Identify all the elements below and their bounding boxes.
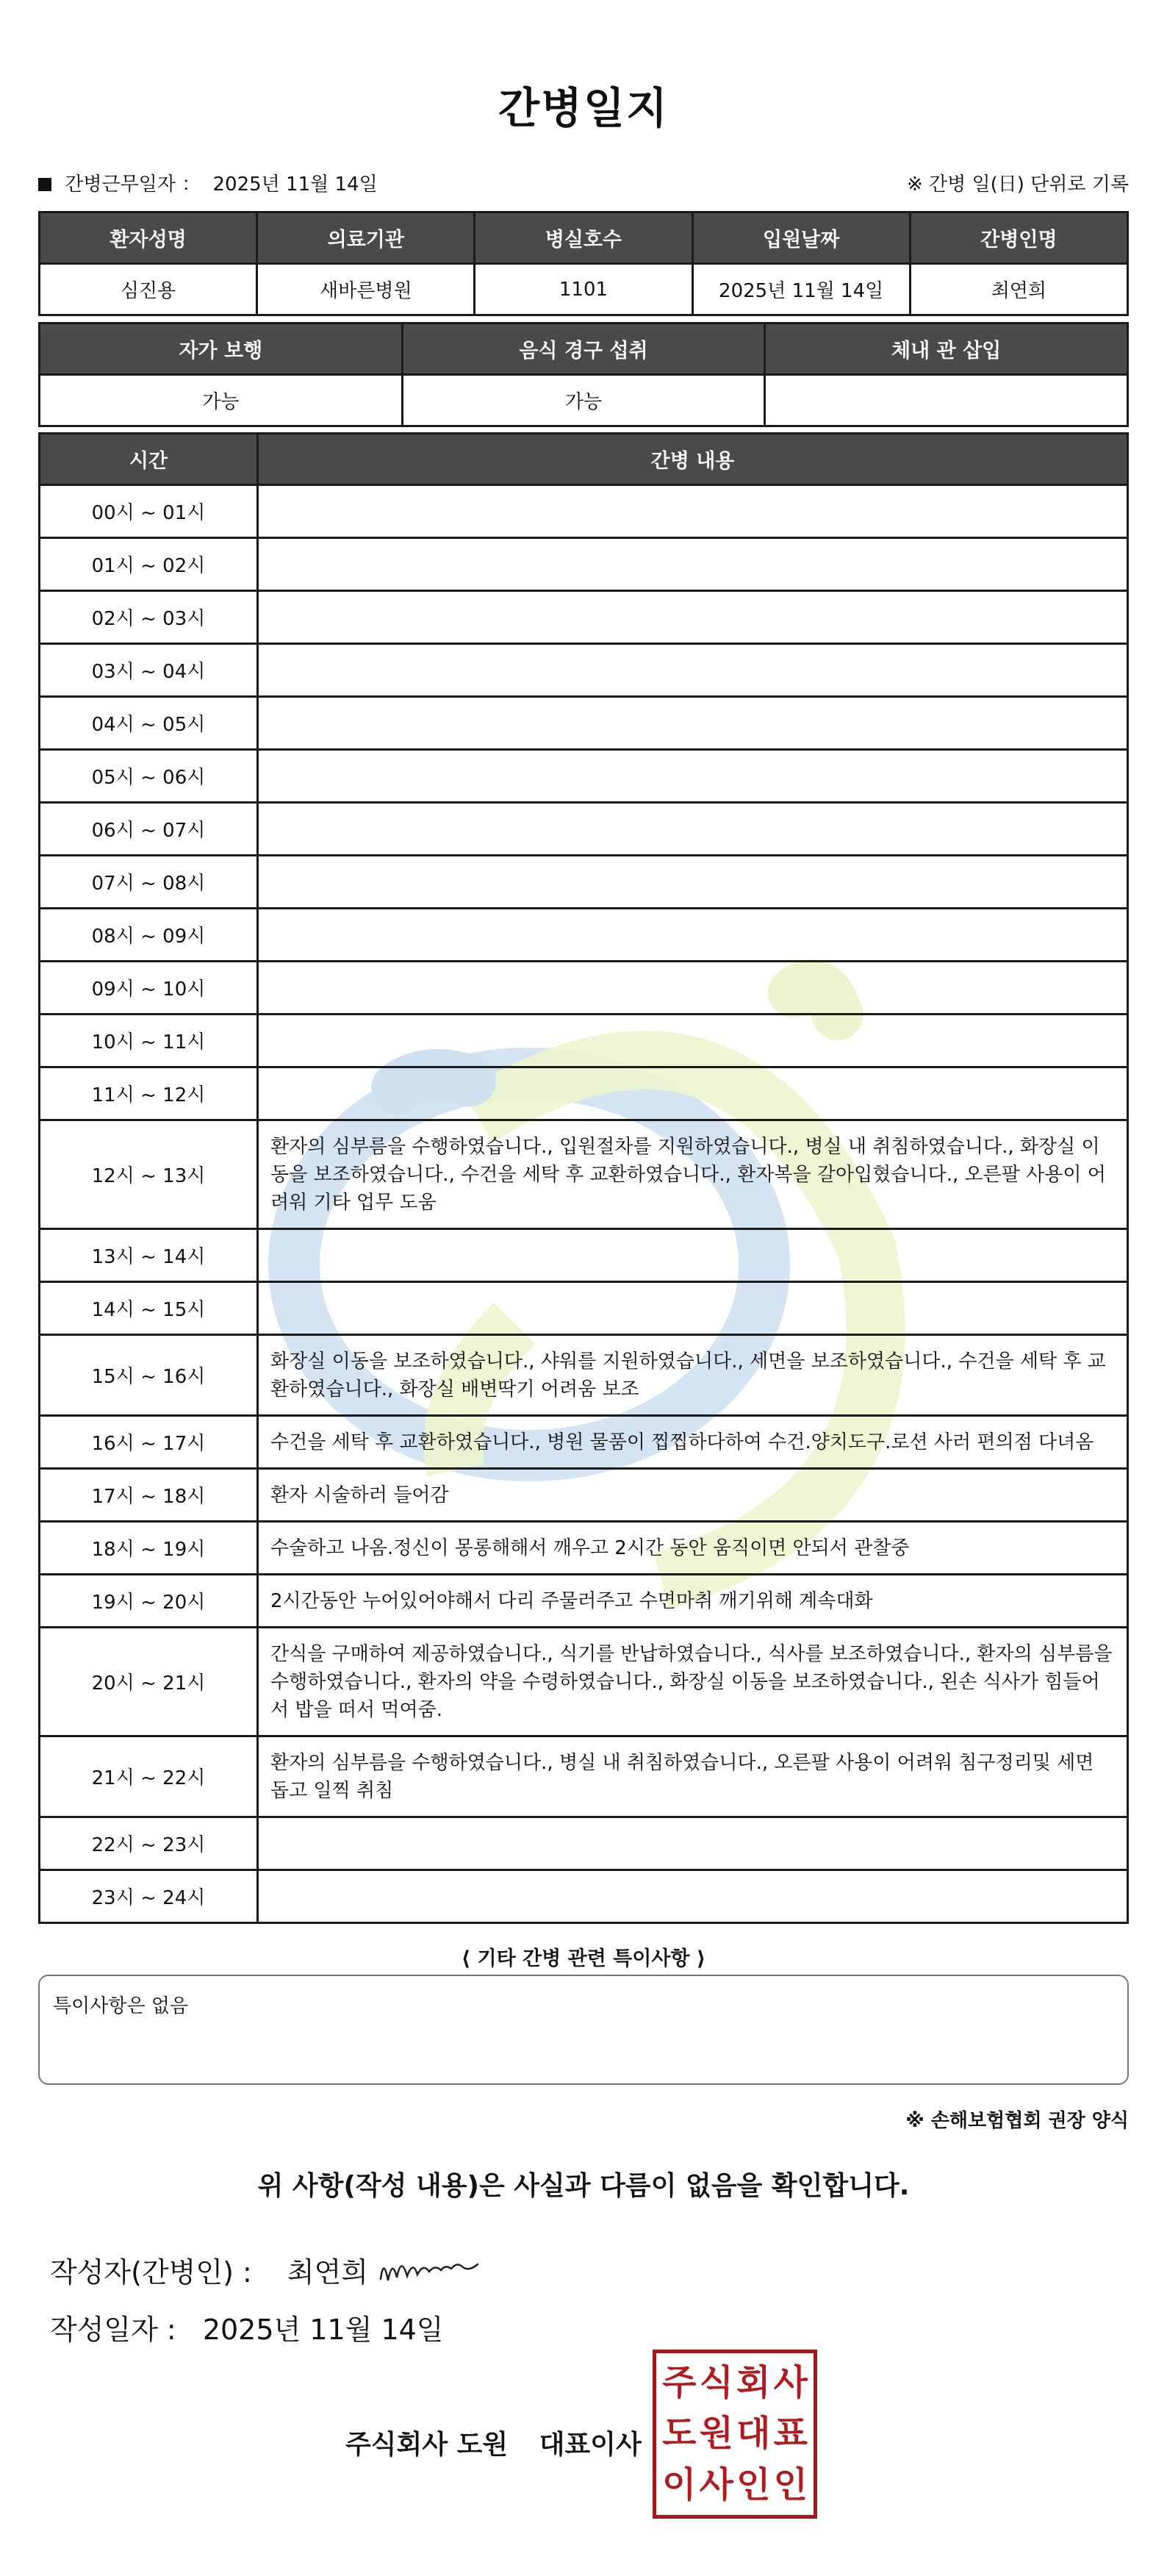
table-row: [40, 1416, 1128, 1469]
time-cell: 05시 ~ 06시: [40, 750, 258, 803]
table-row: [40, 1282, 1128, 1335]
header-hospital: 의료기관: [257, 212, 475, 264]
written-date-row: [50, 2307, 444, 2347]
tube-insertion-value: [765, 375, 1128, 426]
table-row: [40, 1628, 1128, 1736]
table-row: [40, 909, 1128, 962]
patient-name: 심진용: [40, 264, 257, 315]
hospital: 새바른병원: [257, 264, 475, 315]
table-row: [40, 1067, 1128, 1120]
content-cell: 환자 시술하러 들어감: [258, 1469, 1128, 1522]
content-cell: [258, 1229, 1128, 1282]
signature-image: [375, 2242, 485, 2294]
content-cell: 2시간동안 누어있어야해서 다리 주물러주고 수면마취 깨기위해 계속대화: [258, 1575, 1128, 1628]
notes-title: ⟨ 기타 간병 관련 특이사항 ⟩: [461, 1947, 706, 1970]
content-cell: 화장실 이동을 보조하였습니다., 샤워를 지원하였습니다., 세면을 보조하였습니다., 수건을 세탁 후 교환하였습니다., 화장실 배변딱기 어려움 보조: [258, 1335, 1128, 1416]
seal-char: 사: [699, 2464, 733, 2505]
seal-char: 사: [773, 2362, 808, 2403]
time-cell: 18시 ~ 19시: [40, 1522, 258, 1575]
time-cell: 00시 ~ 01시: [40, 485, 258, 538]
content-cell: [258, 644, 1128, 697]
header-time: 시간: [40, 434, 258, 485]
content-cell: [258, 591, 1128, 644]
time-cell: 01시 ~ 02시: [40, 538, 258, 591]
seal-char: 대: [736, 2413, 771, 2455]
time-cell: 12시 ~ 13시: [40, 1120, 258, 1229]
writer-row: [50, 2250, 368, 2290]
work-date-row: [38, 169, 1129, 206]
header-tube-insertion: 체내 관 삽입: [765, 323, 1128, 375]
table-row: [40, 962, 1128, 1015]
seal-char: 이: [662, 2464, 697, 2505]
table-row: [40, 1469, 1128, 1522]
writer-label: 작성자(간병인) :: [50, 2256, 252, 2289]
content-cell: [258, 1282, 1128, 1335]
content-cell: [258, 1015, 1128, 1067]
table-row: [40, 1736, 1128, 1817]
self-walking-value: 가능: [40, 375, 403, 426]
time-cell: 17시 ~ 18시: [40, 1469, 258, 1522]
time-cell: 10시 ~ 11시: [40, 1015, 258, 1067]
time-cell: 22시 ~ 23시: [40, 1817, 258, 1870]
seal-char: 회: [736, 2362, 771, 2403]
table-row: [40, 856, 1128, 909]
content-cell: [258, 856, 1128, 909]
time-cell: 14시 ~ 15시: [40, 1282, 258, 1335]
table-row: [40, 697, 1128, 750]
time-cell: 15시 ~ 16시: [40, 1335, 258, 1416]
time-cell: 06시 ~ 07시: [40, 803, 258, 856]
time-cell: 04시 ~ 05시: [40, 697, 258, 750]
seal-char: 주: [662, 2362, 697, 2403]
content-cell: [258, 697, 1128, 750]
table-row: [40, 1817, 1128, 1870]
table-row: [40, 591, 1128, 644]
work-date-label: 간병근무일자 ：: [65, 173, 201, 196]
content-cell: 수술하고 나옴.정신이 몽롱해해서 깨우고 2시간 동안 움직이면 안되서 관찰중: [258, 1522, 1128, 1575]
ability-table: [38, 322, 1129, 427]
header-room: 병실호수: [475, 212, 692, 264]
content-cell: [258, 1870, 1128, 1923]
time-cell: 07시 ~ 08시: [40, 856, 258, 909]
time-cell: 11시 ~ 12시: [40, 1067, 258, 1120]
writer-name: 최연희: [287, 2256, 368, 2289]
time-cell: 20시 ~ 21시: [40, 1628, 258, 1736]
table-row: [40, 750, 1128, 803]
table-row: [40, 538, 1128, 591]
content-cell: 수건을 세탁 후 교환하였습니다., 병원 물품이 찝찝하다하여 수건.양치도구.로션 사러 편의점 다녀옴: [258, 1416, 1128, 1469]
company-title: 대표이사: [539, 2430, 642, 2460]
written-date-value: 2025년 11월 14일: [202, 2314, 444, 2346]
time-cell: 02시 ~ 03시: [40, 591, 258, 644]
time-cell: 16시 ~ 17시: [40, 1416, 258, 1469]
admission-date: 2025년 11월 14일: [692, 264, 910, 315]
table-row: [40, 1870, 1128, 1923]
time-cell: 21시 ~ 22시: [40, 1736, 258, 1817]
time-cell: 03시 ~ 04시: [40, 644, 258, 697]
content-cell: [258, 1817, 1128, 1870]
content-cell: [258, 909, 1128, 962]
header-self-walking: 자가 보행: [40, 323, 403, 375]
unit-note: ※ 간병 일(日) 단위로 기록: [906, 173, 1129, 196]
room-number: 1101: [475, 264, 692, 315]
care-log-table: [38, 432, 1129, 1924]
header-care-content: 간병 내용: [258, 434, 1128, 485]
notes-box: [38, 1975, 1129, 2085]
table-row: [40, 1522, 1128, 1575]
table-row: [40, 1015, 1128, 1067]
company-name: 주식회사 도원: [345, 2430, 509, 2460]
form-note: ※ 손해보험협회 권장 양식: [905, 2110, 1129, 2132]
content-cell: [258, 750, 1128, 803]
company-row: [345, 2424, 642, 2461]
time-cell: 19시 ~ 20시: [40, 1575, 258, 1628]
content-cell: [258, 485, 1128, 538]
content-cell: 환자의 심부름을 수행하였습니다., 입원절차를 지원하였습니다., 병실 내 취침하였습니다., 화장실 이동을 보조하였습니다., 수건을 세탁 후 교환하였습니다., 환자복을 갈아입혔습니다., 오른팔 사용이 어려워 기타 업무 도움: [258, 1120, 1128, 1229]
page-title: 간병일지: [498, 83, 669, 133]
square-bullet-icon: [38, 178, 51, 191]
oral-intake-value: 가능: [402, 375, 765, 426]
content-cell: [258, 962, 1128, 1015]
seal-char: 인: [773, 2464, 808, 2505]
caregiver-name: 최연희: [910, 264, 1127, 315]
time-cell: 09시 ~ 10시: [40, 962, 258, 1015]
table-row: [40, 1575, 1128, 1628]
work-date-value: 2025년 11월 14일: [212, 173, 378, 196]
content-cell: [258, 538, 1128, 591]
header-caregiver-name: 간병인명: [910, 212, 1127, 264]
content-cell: 환자의 심부름을 수행하였습니다., 병실 내 취침하였습니다., 오른팔 사용이 어려워 침구정리및 세면 돕고 일찍 취침: [258, 1736, 1128, 1817]
header-patient-name: 환자성명: [40, 212, 257, 264]
header-admission-date: 입원날짜: [692, 212, 910, 264]
header-oral-intake: 음식 경구 섭취: [402, 323, 765, 375]
table-row: [40, 644, 1128, 697]
content-cell: 간식을 구매하여 제공하였습니다., 식기를 반납하였습니다., 식사를 보조하였습니다., 환자의 심부름을 수행하였습니다., 환자의 약을 수령하였습니다., 화장실 이동을 보조하였습니다., 왼손 식사가 힘들어서 밥을 떠서 먹여줌.: [258, 1628, 1128, 1736]
table-row: [40, 485, 1128, 538]
written-date-label: 작성일자 :: [50, 2314, 176, 2346]
content-cell: [258, 1067, 1128, 1120]
notes-text: 특이사항은 없음: [53, 1995, 189, 2017]
table-row: [40, 1335, 1128, 1416]
company-seal-stamp: [653, 2350, 817, 2519]
seal-char: 식: [699, 2362, 733, 2403]
table-row: [40, 803, 1128, 856]
confirmation-text: 위 사항(작성 내용)은 사실과 다름이 없음을 확인합니다.: [257, 2171, 910, 2201]
seal-char: 도: [662, 2413, 697, 2455]
time-cell: 23시 ~ 24시: [40, 1870, 258, 1923]
time-cell: 13시 ~ 14시: [40, 1229, 258, 1282]
table-row: [40, 1120, 1128, 1229]
seal-char: 인: [736, 2464, 771, 2505]
time-cell: 08시 ~ 09시: [40, 909, 258, 962]
seal-char: 원: [699, 2413, 733, 2455]
patient-info-table: [38, 211, 1129, 316]
table-row: [40, 1229, 1128, 1282]
content-cell: [258, 803, 1128, 856]
seal-char: 표: [773, 2413, 808, 2455]
